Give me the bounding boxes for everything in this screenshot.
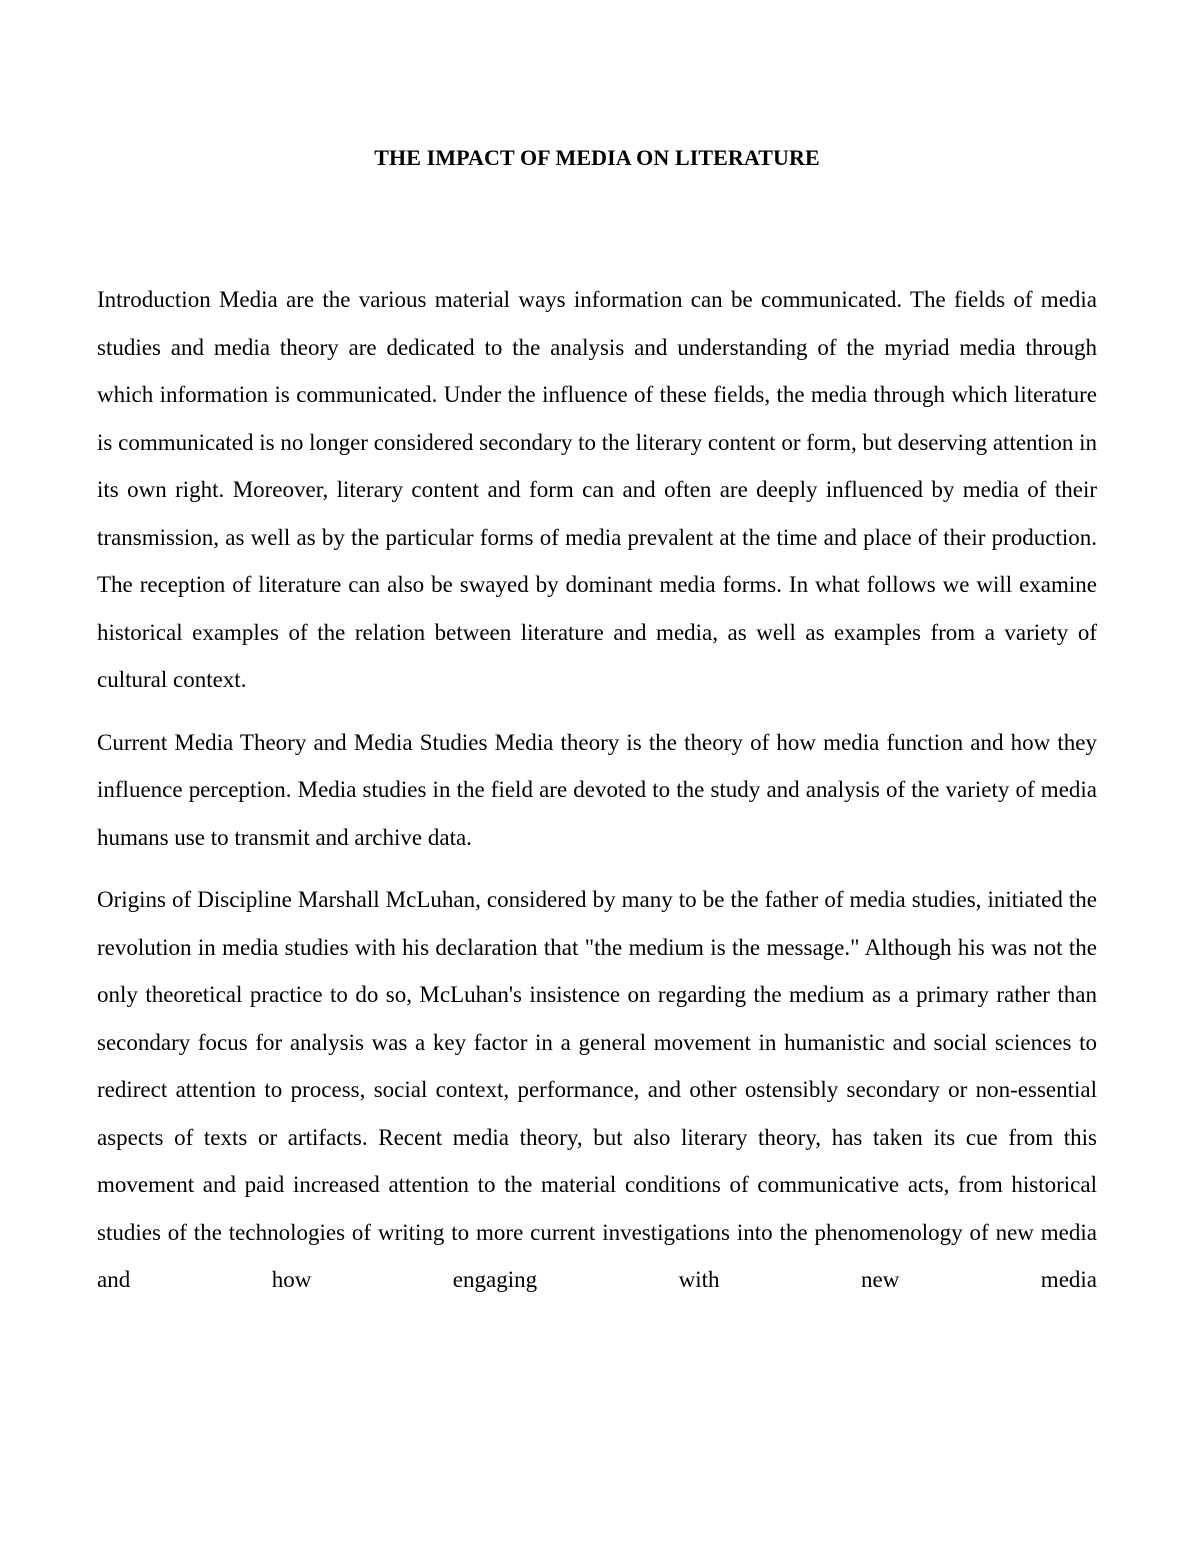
document-title: THE IMPACT OF MEDIA ON LITERATURE: [374, 145, 820, 170]
paragraph-introduction: Introduction Media are the various material ways information can be communicated. The fields of media studies and media theory are dedicated to the analysis and understanding of the myriad media through which information is communicated. Under the influence of these fields, the media through which literature is communicated is no longer considered secondary to the literary content or form, but deserving attention in its own right. Moreover, literary content and form can and often are deeply influenced by media of their transmission, as well as by the particular forms of media prevalent at the time and place of their production. The reception of literature can also be swayed by dominant media forms. In what follows we will examine historical examples of the relation between literature and media, as well as examples from a variety of cultural context.: [97, 287, 1097, 692]
document-body: [97, 276, 1097, 1319]
paragraph-current-media-theory: Current Media Theory and Media Studies Media theory is the theory of how media function and how they influence perception. Media studies in the field are devoted to the study and analysis of the variety of media humans use to transmit and archive data.: [97, 729, 1097, 850]
paragraph-origins-of-discipline: Origins of Discipline Marshall McLuhan, considered by many to be the father of media studies, initiated the revolution in media studies with his declaration that "the medium is the message." Although his was not the only theoretical practice to do so, McLuhan's insistence on regarding the medium as a primary rather than secondary focus for analysis was a key factor in a general movement in humanistic and social sciences to redirect attention to process, social context, performance, and other ostensibly secondary or non-essential aspects of texts or artifacts. Recent media theory, but also literary theory, has taken its cue from this movement and paid increased attention to the material conditions of communicative acts, from historical studies of the technologies of writing to more current investigations into the phenomenology of new media and how engaging with new media: [97, 887, 1097, 1292]
